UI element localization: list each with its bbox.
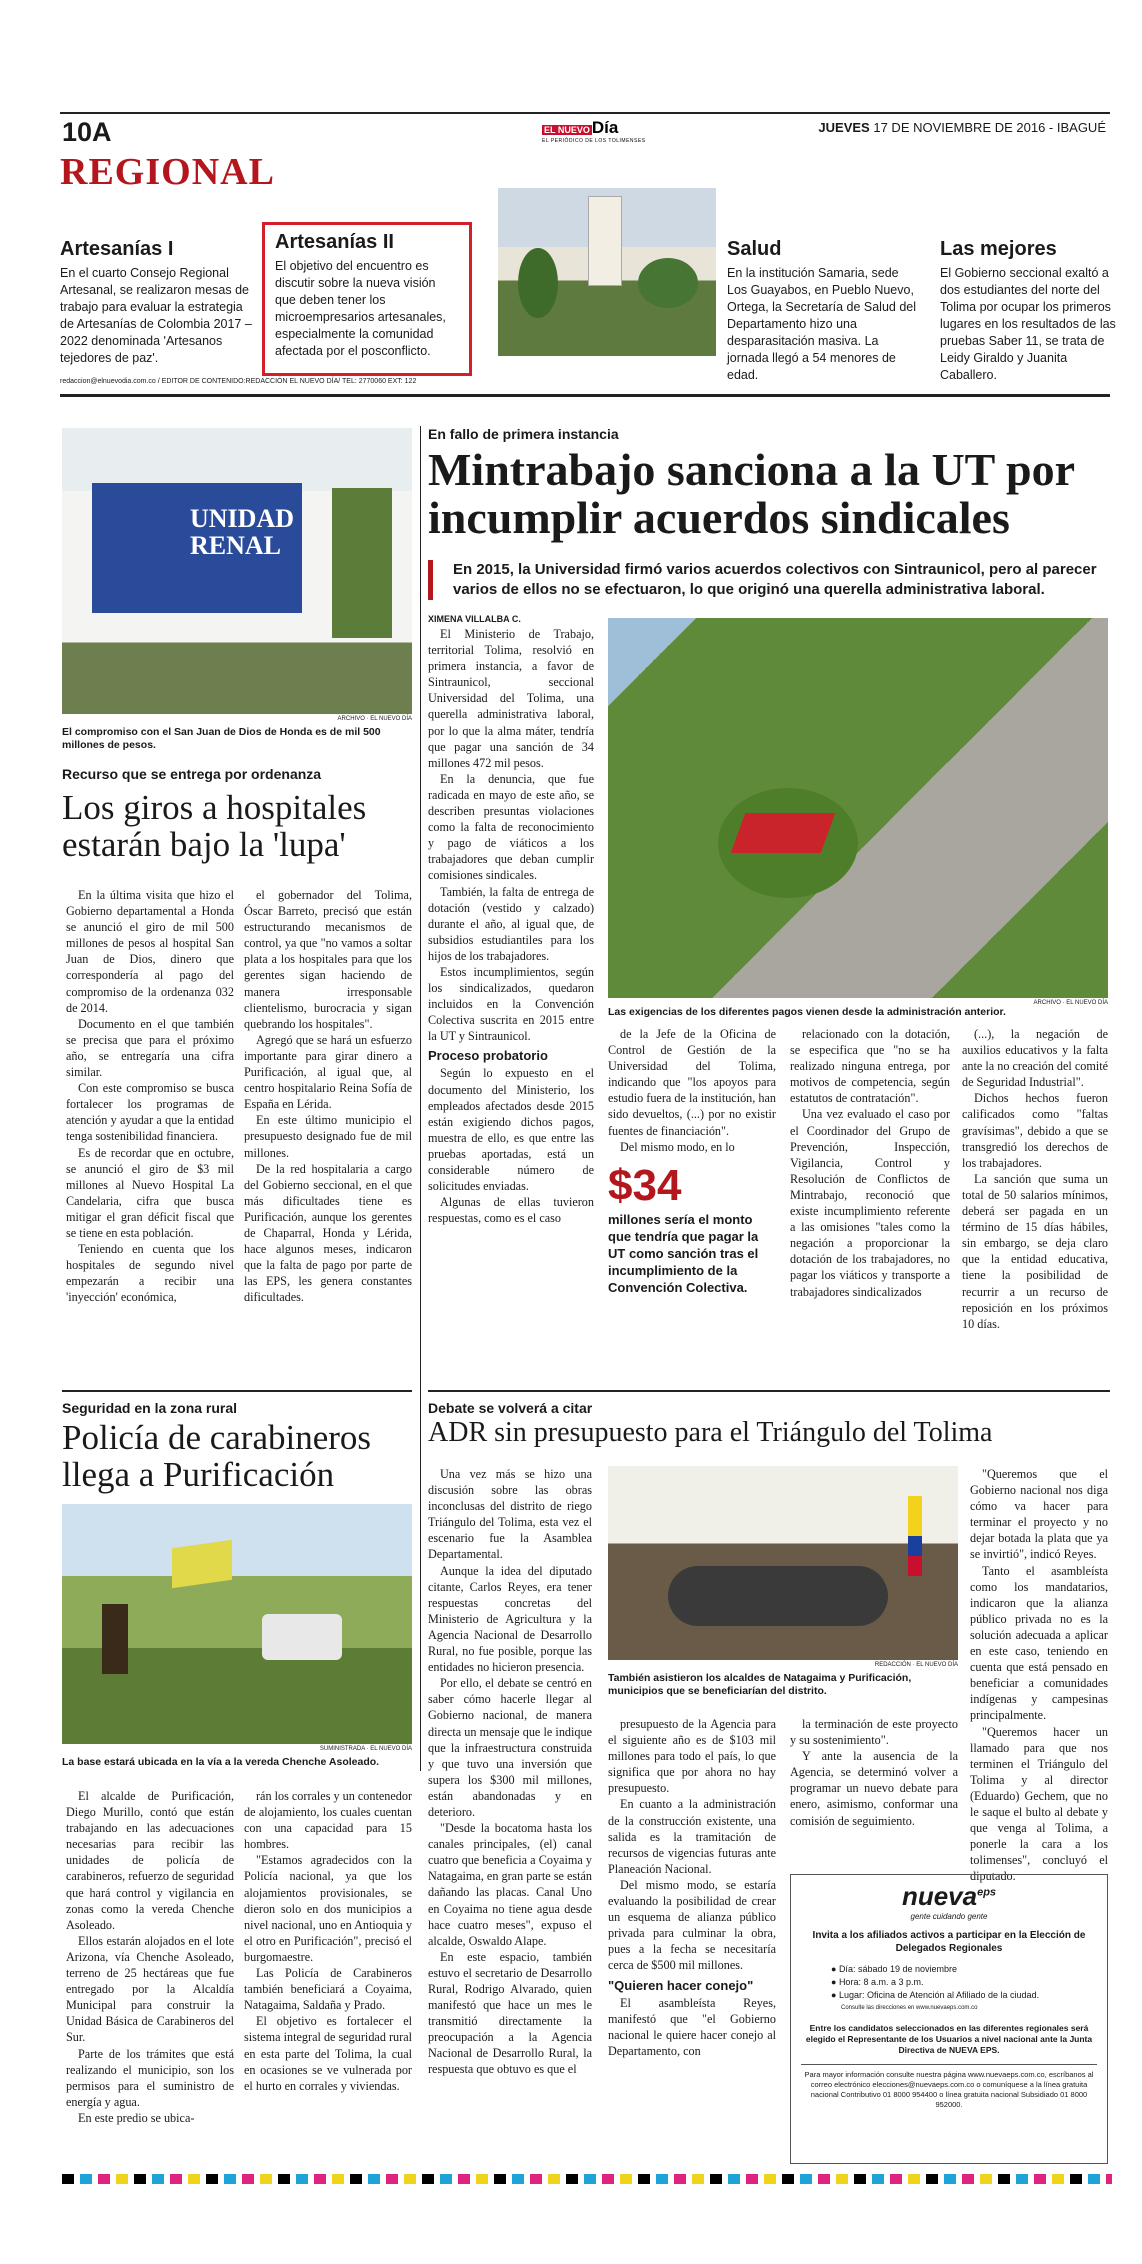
- paragraph: Estos incumplimientos, según los sindicalizados, quedaron incluidos en la Convención Colectiva suscrita en 2015 entre la UT y Sintraunicol.: [428, 964, 594, 1044]
- article-column-2: [608, 1026, 776, 1296]
- unidad-renal-sign: [92, 483, 302, 613]
- section-title: REGIONAL: [60, 151, 275, 193]
- nueva-eps-ad: [790, 1874, 1108, 2164]
- ad-item-text: Día: sábado 19 de noviembre: [838, 1964, 958, 1974]
- horse-rider: [102, 1604, 128, 1674]
- article-column-2: [608, 1716, 776, 2059]
- headline: ADR sin presupuesto para el Triángulo del Tolima: [428, 1417, 993, 1448]
- photo-caption: También asistieron los alcaldes de Natagaima y Purificación, municipios que se beneficiarían del distrito.: [608, 1672, 912, 1697]
- assembly-photo: [608, 1466, 958, 1660]
- teaser-las-mejores: [940, 238, 1125, 384]
- paragraph: "Queremos hacer un llamado para que nos terminen el Triángulo del Tolima y al director (Eduardo) Gechem, que no le saque el bulto al debate y que venga al Tolima, a ponerle la cara a los tolimenses", concluyó el diputado.: [970, 1724, 1108, 1884]
- paragraph: En este último municipio el presupuesto designado fue de mil millones.: [244, 1113, 412, 1160]
- paragraph: Una vez más se hizo una discusión sobre las obras inconclusas del distrito de riego Triángulo del Tolima, esta vez el escenario fue la Asamblea Departamental.: [428, 1467, 592, 1562]
- paragraph: Según lo expuesto en el documento del Ministerio, los empleados afectados desde 2015 están exigiendo dichos pagos, muestra de ello, es que entre las pruebas aportadas, está un considerable número de solicitudes enviadas.: [428, 1066, 594, 1194]
- kicker: Recurso que se entrega por ordenanza: [62, 766, 322, 782]
- photo-credit: REDACCIÓN · EL NUEVO DÍA: [874, 1662, 958, 1668]
- ad-item-text: Hora: 8 a.m. a 3 p.m.: [838, 1977, 924, 1987]
- newspaper-logo: [542, 118, 646, 144]
- paragraph: En la última visita que hizo el Gobierno departamental a Honda se anunció el giro de mil 500 millones de pesos al hospital San Juan de Dios, dinero que correspondería al pago del compromiso de la ordenanza 032 de 2014.: [66, 888, 234, 1015]
- paragraph: de la Jefe de la Oficina de Control de Gestión de la Universidad del Tolima, indicando que "los apoyos para estudio fuera de la institución, han sido devueltos, (...) por no existir fuentes de financiación".: [608, 1027, 776, 1138]
- paragraph: Y ante la ausencia de la Agencia, se determinó volver a programar un nuevo debate para enero, asimismo, conformar una comisión de seguimiento.: [790, 1749, 958, 1828]
- kicker: Seguridad en la zona rural: [62, 1400, 238, 1416]
- subhead: "Quieren hacer conejo": [608, 1977, 754, 1993]
- teaser-artesanias-2: [262, 222, 472, 376]
- photo-caption: El compromiso con el San Juan de Dios de Honda es de mil 500 millones de pesos.: [62, 726, 381, 751]
- ad-item: ● Lugar: Oficina de Atención al Afiliado de la ciudad.: [831, 1990, 1040, 2000]
- color-registration-bar: [62, 2174, 1112, 2184]
- university-photo: [608, 618, 1108, 998]
- paragraph: "Desde la bocatoma hasta los canales principales, (el) canal cuatro que beneficia a Coyaima y Natagaima, en gran parte se están dañando las placas. Canal Uno en Coyaima no tiene agua desde hace cuatro meses", expuso el alcalde, Oswaldo Alape.: [428, 1821, 592, 1948]
- section-rule: [60, 394, 1110, 397]
- paragraph: En este espacio, también estuvo el secretario de Desarrollo Rural, Rodrigo Alvarado, quien manifestó que hace un mes le transmitió directamente la preocupación a la Agencia Nacional de Desarrollo Rural, la respuesta que obtuvo es que el: [428, 1949, 592, 2077]
- headline: Mintrabajo sanciona a la UT por incumplir acuerdos sindicales: [428, 444, 1075, 544]
- ad-item: ● Día: sábado 19 de noviembre: [831, 1964, 958, 1974]
- logo-top: EL NUEVO: [544, 125, 590, 135]
- paragraph: Del mismo modo, en lo: [620, 1139, 735, 1154]
- ad-item: ● Hora: 8 a.m. a 3 p.m.: [831, 1977, 924, 1987]
- paragraph: También, la falta de entrega de dotación (vestido y calzado) durante el año, al igual que, de subsidios estudiantiles para los hijos de los trabajadores.: [428, 884, 594, 963]
- logo-main: Día: [591, 118, 619, 137]
- photo-credit: ARCHIVO · EL NUEVO DÍA: [1033, 1000, 1108, 1006]
- photo-caption: Las exigencias de los diferentes pagos vienen desde la administración anterior.: [608, 1006, 1006, 1018]
- paragraph: Parte de los trámites que está realizando el municipio, son los permisos para el suministro de energía y agua.: [66, 2046, 234, 2109]
- ad-title: Invita a los afiliados activos a participar en la Elección de Delegados Regionales: [812, 1930, 1086, 1954]
- page-number: 10A: [62, 117, 112, 147]
- paragraph: Del mismo modo, se estaría evaluando la posibilidad de crear un esquema de alianza público privada para culminar la obra, pues a la fecha se necesitaría cerca de $500 mil millones.: [608, 1877, 776, 1973]
- trees: [332, 488, 392, 638]
- paragraph: El asambleísta Reyes, manifestó que "el Gobierno nacional le quiere hacer conejo al Departamento, con: [608, 1995, 776, 2058]
- red-emblem: [731, 813, 836, 853]
- article-column-4: [970, 1466, 1108, 1884]
- teaser-text: El Gobierno seccional exaltó a dos estudiantes del norte del Tolima por ocupar los primeros lugares en los resultados de las pruebas Saber 11, se trata de Leidy Giraldo y Juanita Caballero.: [940, 266, 1116, 382]
- teaser-text: En la institución Samaria, sede Los Guayabos, en Pueblo Nuevo, Ortega, la Secretaría de Salud del Departamento hizo una desparasitación masiva. La jornada llegó a 54 menores de edad.: [727, 266, 917, 382]
- article-column-3: [790, 1716, 958, 1829]
- paragraph: el gobernador del Tolima, Óscar Barreto, precisó que están estructurando mecanismos de control, ya que "no vamos a soltar plata a los hospitales para que los gerentes sigan haciendo de manera irresponsable clientelismo, burocracia y sigan quebrando los hospitales".: [244, 888, 412, 1031]
- paragraph: Es de recordar que en octubre, se anunció el giro de $3 mil millones al Nuevo Hospital La Candelaria, cifra que busca mitigar el gran déficit fiscal que se tiene en esta población.: [66, 1145, 234, 1240]
- paragraph: "Queremos que el Gobierno nacional nos diga cómo va hacer para terminar el proyecto y no dejar botada la plata que ya se invirtió", indicó Reyes.: [970, 1467, 1108, 1562]
- article-column-1: [66, 887, 234, 1305]
- photo-credit: ARCHIVO · EL NUEVO DÍA: [337, 716, 412, 722]
- colombia-flag: [908, 1496, 922, 1576]
- photo-caption: La base estará ubicada en la vía a la vereda Chenche Asoleado.: [62, 1756, 380, 1768]
- big-number-text: millones sería el monto que tendría que pagar la UT como sanción tras el incumplimiento de la Convención Colectiva.: [608, 1211, 759, 1295]
- teaser-salud: [727, 238, 922, 384]
- ad-note: Consulte las direcciones en www.nuevaeps.com.co: [841, 2005, 978, 2011]
- article-column-2: [244, 887, 412, 1305]
- credits-line: redaccion@elnuevodia.com.co / EDITOR DE CONTENIDO:REDACCIÓN EL NUEVO DÍA/ TEL: 2770060 EXT: 122: [60, 378, 417, 385]
- hospital-photo: [62, 428, 412, 714]
- story-rule: [62, 1390, 412, 1392]
- paragraph: De la red hospitalaria a cargo del Gobierno seccional, en el que más dificultades tiene es Purificación, aunque los gerentes de Chaparral, Honda y Lérida, hace algunos meses, indicaron que la falta de pago por parte de las EPS, les genera constantes dificultades.: [244, 1161, 412, 1305]
- paragraph: Documento en el que también se precisa que para el próximo año, se entregaría una cifra similar.: [66, 1016, 234, 1080]
- article-column-4: [962, 1026, 1108, 1332]
- meeting-table: [668, 1566, 888, 1626]
- article-column-1: [428, 1466, 592, 2078]
- byline: XIMENA VILLALBA C.: [428, 614, 521, 624]
- teaser-text: En el cuarto Consejo Regional Artesanal, se realizaron mesas de trabajo para evaluar la estrategia de Artesanías de Colombia 2017 – 2022 denominada 'Artesanos tejedores de paz'.: [60, 266, 252, 365]
- teaser-title: Salud: [727, 238, 782, 260]
- paragraph: la terminación de este proyecto y su sostenimiento".: [790, 1717, 958, 1748]
- ad-brand: [801, 1881, 1097, 1912]
- column-divider: [420, 426, 421, 1771]
- paragraph: presupuesto de la Agencia para el siguiente año es de $103 mil millones para todo el país, lo que significa que por ahora no hay presupuesto.: [608, 1717, 776, 1796]
- church-photo: [498, 188, 716, 356]
- sign-line-2: RENAL: [190, 531, 282, 561]
- weekday: JUEVES: [818, 120, 870, 135]
- headline: Los giros a hospitales estarán bajo la 'lupa': [62, 788, 367, 864]
- teaser-artesanias-1: [60, 238, 255, 367]
- teaser-title: Las mejores: [940, 238, 1057, 260]
- paragraph: Dichos hechos fueron calificados como "faltas gravísimas", debido a que se transgredió los derechos de los trabajadores.: [962, 1091, 1108, 1170]
- paragraph: La sanción que suma un total de 50 salarios mínimos, deberá ser pagada en un término de 15 días hábiles, sin embargo, se deja claro que la entidad educativa, tiene la posibilidad de recurrir a un recurso de reposición en los próximos 10 días.: [962, 1171, 1108, 1331]
- paragraph: Aunque la idea del diputado citante, Carlos Reyes, era tener respuestas concretas del Ministerio de Agricultura y la Agencia Nacional de Desarrollo Rural, no fue posible, porque las entidades no hicieron presencia.: [428, 1563, 592, 1675]
- church-tower: [588, 196, 622, 286]
- paragraph: Las Policía de Carabineros también beneficiará a Coyaima, Natagaima, Saldaña y Prado.: [244, 1966, 412, 2013]
- ad-footer: Para mayor información consulte nuestra página www.nuevaeps.com.co, escríbanos al correo electrónico elecciones@nuevaeps.com.co o comuníquese a la línea gratuita nacional Contributivo 01 8000 954400 o línea gratuita nacional Subsidiado 01 8000 952000.: [801, 2064, 1097, 2110]
- paragraph: Teniendo en cuenta que los hospitales de segundo nivel empezarán a recibir una 'inyección' económica,: [66, 1242, 234, 1305]
- kicker: Debate se volverá a citar: [428, 1400, 593, 1416]
- paragraph: (...), la negación de auxilios educativos y la falta ante la no creación del comité de Seguridad Industrial".: [962, 1027, 1108, 1090]
- teaser-text: El objetivo del encuentro es discutir sobre la nueva visión que deben tener los microempresarios artesanales, especialmente la comunidad afectada por el posconflicto.: [275, 259, 446, 358]
- carabineros-photo: [62, 1504, 412, 1744]
- paragraph: Una vez evaluado el caso por el Coordinador del Grupo de Prevención, Inspección, Vigilancia, Control y Resolución de Conflictos de Mintrabajo, reconoció que existe incumplimiento referente a las omisiones "tales como la negación a proporcionar la dotación de los trabajadores, no pagar los viáticos y transporte a trabajadores sindicalizados: [790, 1107, 950, 1299]
- subhead: Proceso probatorio: [428, 1048, 548, 1064]
- paragraph: En cuanto a la administración de la construcción existente, una salida es la tramitación de recursos de vigencias futuras ante Planeación Nacional.: [608, 1797, 776, 1876]
- paragraph: rán los corrales y un contenedor de alojamiento, los cuales cuentan con una capacidad para 15 hombres.: [244, 1789, 413, 1852]
- brand-sub: eps: [977, 1886, 997, 1899]
- paragraph: Agregó que se hará un esfuerzo importante para girar dinero a Purificación, al igual que, al centro hospitalario Reina Sofía de España en Lérida.: [244, 1032, 412, 1112]
- article-column-3: [790, 1026, 950, 1300]
- pickup-truck: [262, 1614, 342, 1660]
- headline: Policía de carabineros llega a Purificación: [62, 1418, 372, 1494]
- paragraph: "Estamos agradecidos con la Policía nacional, ya que los alojamientos provisionales, se dieron solo en dos municipios a nivel nacional, uno en Antioquia y el otro en Purificación", precisó el burgomaestre.: [244, 1853, 412, 1964]
- big-number: $34: [608, 1160, 682, 1210]
- paragraph: El alcalde de Purificación, Diego Murillo, contó que están trabajando en las adecuaciones necesarias para recibir las unidades de policía de carabineros, refuerzo de seguridad que hará control y vigilancia en zonas como la vereda Chenche Asoleado.: [66, 1789, 234, 1932]
- teaser-title: Artesanías I: [60, 238, 174, 260]
- paragraph: Tanto el asambleísta como los mandatarios, indicaron que la alianza público privada no es la solución adecuada a aplicar en este caso, teniendo en cuenta que está pensado en beneficiar a comunidades indígenas y campesinas principalmente.: [970, 1563, 1108, 1723]
- paragraph: relacionado con la dotación, se especifica que "no se ha realizado ninguna entrega, por motivos de competencia, según estatutos de contratación".: [790, 1027, 950, 1106]
- paragraph: Ellos estarán alojados en el lote Arizona, vía Chenche Asoleado, terreno de 25 hectáreas que fue entregado por la Alcaldía Municipal para construir la Unidad Básica de Carabineros del Sur.: [66, 1933, 234, 2045]
- date: 17 DE NOVIEMBRE DE 2016 - IBAGUÉ: [873, 120, 1106, 135]
- logo-tagline: EL PERIÓDICO DE LOS TOLIMENSES: [542, 138, 646, 144]
- paragraph: Con este compromiso se busca fortalecer los programas de atención y ayudar a que la entidad tenga sostenibilidad financiera.: [66, 1081, 234, 1144]
- photo-credit: SUMINISTRADA · EL NUEVO DÍA: [319, 1746, 412, 1752]
- teaser-title: Artesanías II: [275, 231, 394, 253]
- flag: [172, 1540, 232, 1588]
- tree: [518, 248, 558, 318]
- tree: [638, 258, 698, 308]
- ad-body: Entre los candidatos seleccionados en las diferentes regionales será elegido el Representante de los Usuarios a nivel nacional ante la Junta Directiva de NUEVA EPS.: [805, 2023, 1093, 2055]
- ad-slogan: gente cuidando gente: [910, 1912, 988, 1921]
- deck: En 2015, la Universidad firmó varios acuerdos colectivos con Sintraunicol, pero al parecer varios de ellos no se efectuaron, lo que originó una querella administrativa laboral.: [428, 560, 1118, 600]
- dateline: [818, 120, 1106, 135]
- sign-line-1: UNIDAD: [190, 504, 294, 533]
- paragraph: En la denuncia, que fue radicada en mayo de este año, se describen presuntas violaciones como la falta de reconocimiento y pago de viáticos a los trabajadores que deban cumplir comisiones sindicales.: [428, 771, 594, 883]
- paragraph: Algunas de ellas tuvieron respuestas, como es el caso: [428, 1195, 594, 1226]
- article-column-1: [66, 1788, 234, 2126]
- kicker: En fallo de primera instancia: [428, 426, 619, 442]
- masthead-rule: [60, 112, 1110, 114]
- ad-items: [801, 1963, 1097, 2015]
- brand-name: nueva: [901, 1881, 978, 1911]
- story-rule: [428, 1390, 1110, 1392]
- article-column-1: [428, 626, 594, 1226]
- paragraph: En este predio se ubica-: [78, 2110, 195, 2125]
- paragraph: El Ministerio de Trabajo, territorial Tolima, resolvió en primera instancia, a favor de Sintraunicol, seccional Universidad del Tolima, una querella administrativa laboral, por lo que la alma máter, tendría que pagar una sanción de 34 millones 472 mil pesos.: [428, 627, 594, 770]
- ad-item-text: Lugar: Oficina de Atención al Afiliado de la ciudad.: [838, 1990, 1040, 2000]
- article-column-2: [244, 1788, 412, 2094]
- paragraph: Por ello, el debate se centró en saber cómo hacerle llegar al Gobierno nacional, de manera directa un mensaje que le indique que la infraestructura construida y que tuvo una inversión que supera los $300 mil millones, están abandonadas y en deterioro.: [428, 1676, 592, 1819]
- paragraph: El objetivo es fortalecer el sistema integral de seguridad rural en esta parte del Tolima, la cual en ocasiones se ve vulnerada por el hurto en corrales y viviendas.: [244, 2014, 412, 2093]
